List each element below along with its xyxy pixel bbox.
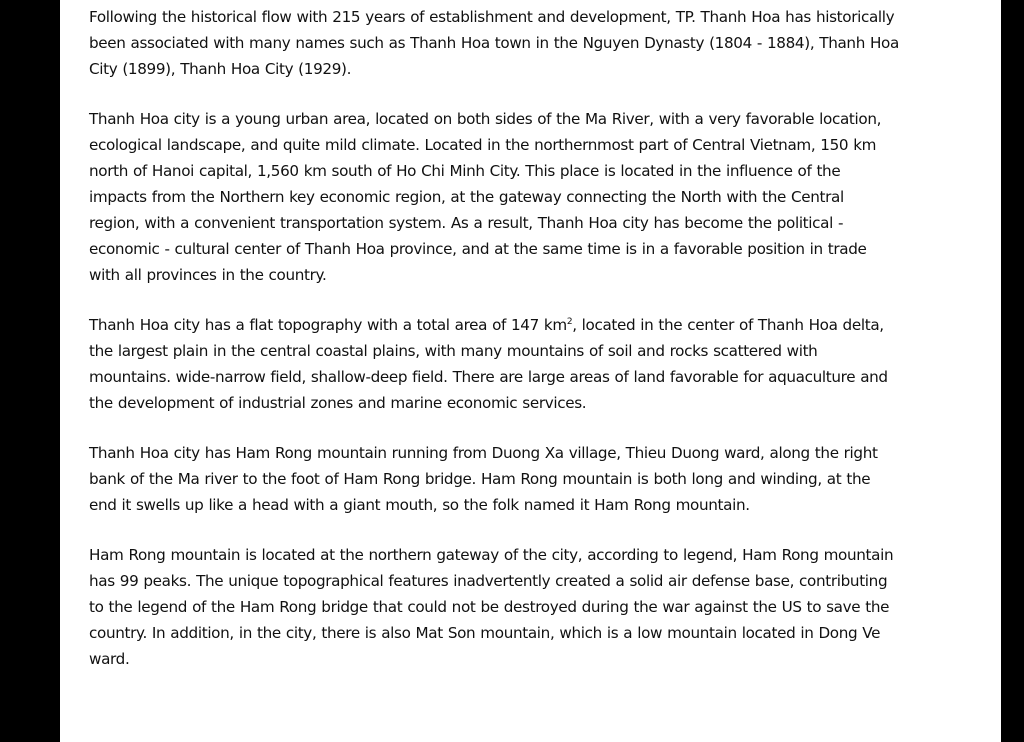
paragraph-ham-rong-mountain: Thanh Hoa city has Ham Rong mountain running from Duong Xa village, Thieu Duong ward, along the right bank of the Ma river to the foot of Ham Rong bridge. Ham Rong mountain is both long and winding, at the end it swells up like a head with a giant mouth, so the folk named it Ham Rong mountain. [89,444,878,514]
paragraph-history: Following the historical flow with 215 years of establishment and development, TP. Thanh Hoa has historically been associated with many names such as Thanh Hoa town in the Nguyen Dynasty (1804 - 1884), Thanh Hoa City (1899), Thanh Hoa City (1929). [89,8,899,78]
paragraph-topography [89,312,899,416]
topography-text-after: , located in the center of Thanh Hoa delta, the largest plain in the central coastal plains, with many mountains of soil and rocks scattered with mountains. wide-narrow field, shallow-deep field. There are large areas of land favorable for aquaculture and the development of industrial zones and marine economic services. [89,316,888,412]
document-page [60,0,1001,742]
paragraph-location: Thanh Hoa city is a young urban area, located on both sides of the Ma River, with a very favorable location, ecological landscape, and quite mild climate. Located in the northernmost part of Central Vietnam, 150 km north of Hanoi capital, 1,560 km south of Ho Chi Minh City. This place is located in the influence of the impacts from the Northern key economic region, at the gateway connecting the North with the Central region, with a convenient transportation system. As a result, Thanh Hoa city has become the political - economic - cultural center of Thanh Hoa province, and at the same time is in a favorable position in trade with all provinces in the country. [89,110,882,284]
area-unit-superscript: 2 [566,316,573,327]
topography-text-before: Thanh Hoa city has a flat topography with a total area of 147 km [89,316,567,334]
document-body [89,4,899,696]
paragraph-ham-rong-legend: Ham Rong mountain is located at the northern gateway of the city, according to legend, Ham Rong mountain has 99 peaks. The unique topographical features inadvertently created a solid air defense base, contributing to the legend of the Ham Rong bridge that could not be destroyed during the war against the US to save the country. In addition, in the city, there is also Mat Son mountain, which is a low mountain located in Dong Ve ward. [89,546,894,668]
